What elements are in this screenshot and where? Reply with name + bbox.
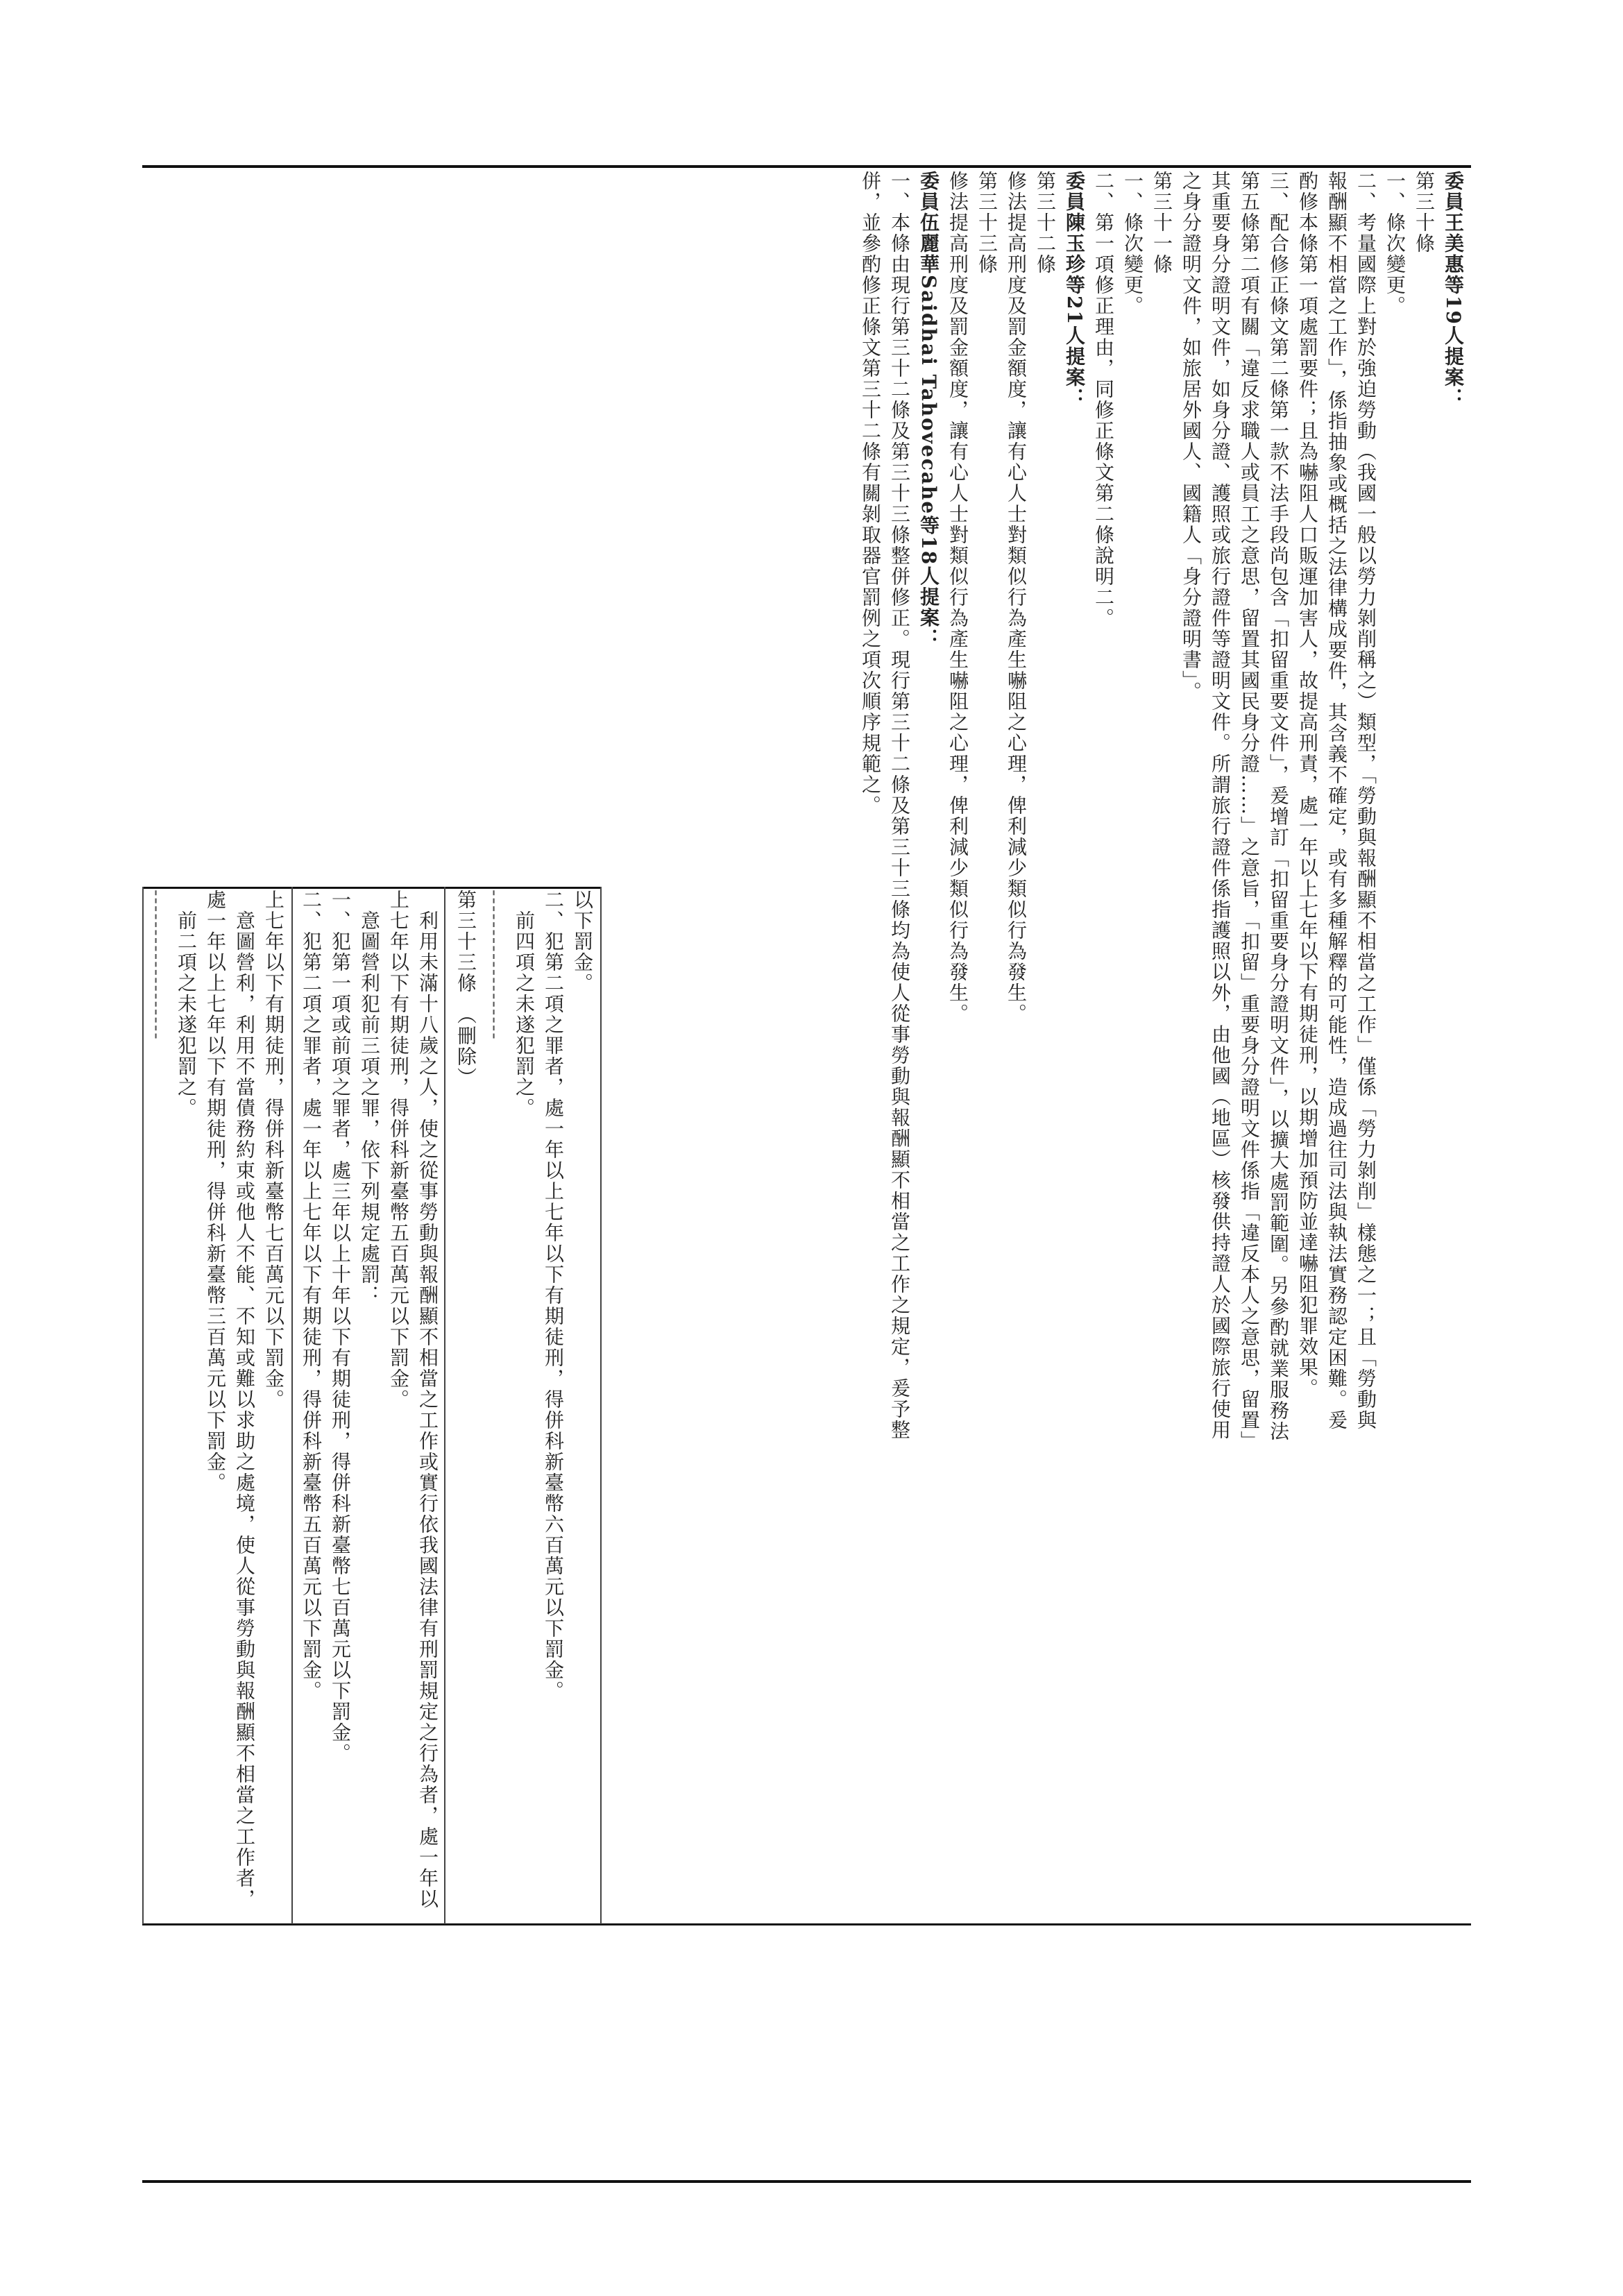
proposal-heading: 委員伍麗華Saidhai Tahovecahe等18人提案： xyxy=(917,171,940,649)
paragraph: 意圖營利犯前三項之罪，依下列規定處罰： xyxy=(358,890,381,1306)
paragraph: 前四項之未遂犯罰之。 xyxy=(513,890,536,1119)
paragraph: 二、第一項修正理由，同修正條文第二條說明二。 xyxy=(1092,171,1115,629)
paragraph: 一、犯第一項或前項之罪者，處三年以上十年以下有期徒刑，得併科新臺幣七百萬元以下罰金。 xyxy=(329,890,352,1764)
text-column-c4 xyxy=(843,171,1468,1447)
paragraph: 修法提高刑度及罰金額度，讓有心人士對類似行為產生嚇阻之心理，俾利減少類似行為發生。 xyxy=(946,171,969,1024)
paragraph: 前二項之未遂犯罰之。 xyxy=(175,890,198,1119)
separator: ------------------- xyxy=(484,890,507,1041)
column-divider-left xyxy=(142,887,144,1924)
paragraph: 第三十三條 xyxy=(976,171,999,275)
text-column-c1 xyxy=(146,890,288,1920)
column-divider-3 xyxy=(600,887,602,1924)
proposal-heading xyxy=(450,890,451,1920)
paragraph: 利用未滿十八歲之人，使之從事勞動與報酬顯不相當之工作或實行依我國法律有刑罰規定之行為者，處一年以上七年以下有期徒刑，得併科新臺幣五百萬元以下罰金。 xyxy=(387,890,439,1910)
paragraph: 意圖營利，利用不當債務約束或他人不能、不知或難以求助之處境，使人從事勞動與報酬顯不相當之工作者，處一年以上七年以下有期徒刑，得併科新臺幣三百萬元以下罰金。 xyxy=(204,890,256,1910)
top-border-rule xyxy=(142,165,1471,168)
paragraph: 三、配合修正條文第二條第一款不法手段尚包含「扣留重要文件」，爰增訂「扣留重要身分證明文件」，以擴大處罰範圍。另參酌就業服務法第五條第二項有關「違反求職人或員工之意思，留置其國民身分證……」之意旨，「扣留」重要身分證明文件係指「違反本人之意思，留置」其重要身分證明文件，如身分證、護照或旅行證件等證明文件。所謂旅行證件係指護照以外，由他國（地區）核發供持證人於國際旅行使用之身分證明文件，如旅居外國人、國籍人「身分證明書」。 xyxy=(1180,171,1290,1442)
middle-top-rule xyxy=(142,887,600,889)
text-column-c3 xyxy=(450,890,597,1920)
paragraph: 第三十二條 xyxy=(1034,171,1057,275)
paragraph: 一、本條由現行第三十二條及第三十三條整併修正。現行第三十二條及第三十三條均為使人從事勞動與報酬顯不相當之工作之規定，爰予整併，並參酌修正條文第三十二條有關剝取器官罰例之項次順序規範之。 xyxy=(859,171,911,1440)
paragraph: 第三十三條 （刪除） xyxy=(454,890,477,1088)
text-column-c2 xyxy=(295,890,442,1920)
proposal-heading: 委員陳玉珍等21人提案： xyxy=(1063,171,1086,409)
proposal-heading: 委員王美惠等19人提案： xyxy=(1442,171,1465,409)
paragraph: 一、條次變更。 xyxy=(1121,171,1144,316)
middle-bottom-rule xyxy=(142,1923,1471,1925)
paragraph: 一、條次變更。 xyxy=(1384,171,1407,316)
paragraph: 二、考量國際上對於強迫勞動（我國一般以勞力剝削稱之）類型，「勞動與報酬顯不相當之工作」僅係「勞力剝削」樣態之一；且「勞動與報酬顯不相當之工作」，係指抽象或概括之法律構成要件，其含義不確定，或有多種解釋的可能性，造成過往司法與執法實務認定困難。爰酌修本條第一項處罰要件；且為嚇阻人口販運加害人，故提高刑責，處一年以上七年以下有期徒刑，以期增加預防並達嚇阻犯罪效果。 xyxy=(1296,171,1377,1431)
column-divider-2 xyxy=(444,887,445,1924)
bottom-border-rule xyxy=(142,2180,1471,2183)
column-divider-1 xyxy=(291,887,293,1924)
paragraph: 二、犯第二項之罪者，處一年以上七年以下有期徒刑，得併科新臺幣六百萬元以下罰金。 xyxy=(542,890,565,1701)
paragraph: 二、犯第二項之罪者，處一年以上七年以下有期徒刑，得併科新臺幣五百萬元以下罰金。 xyxy=(300,890,323,1701)
paragraph: 第三十條 xyxy=(1413,171,1436,254)
paragraph: 第三十一條 xyxy=(1150,171,1173,275)
paragraph: 修法提高刑度及罰金額度，讓有心人士對類似行為產生嚇阻之心理，俾利減少類似行為發生。 xyxy=(1005,171,1028,1024)
paragraph: 以下罰金。 xyxy=(571,890,594,994)
separator: ------------------- xyxy=(146,890,169,1041)
paragraph: 上七年以下有期徒刑，得併科新臺幣七百萬元以下罰金。 xyxy=(262,890,285,1410)
